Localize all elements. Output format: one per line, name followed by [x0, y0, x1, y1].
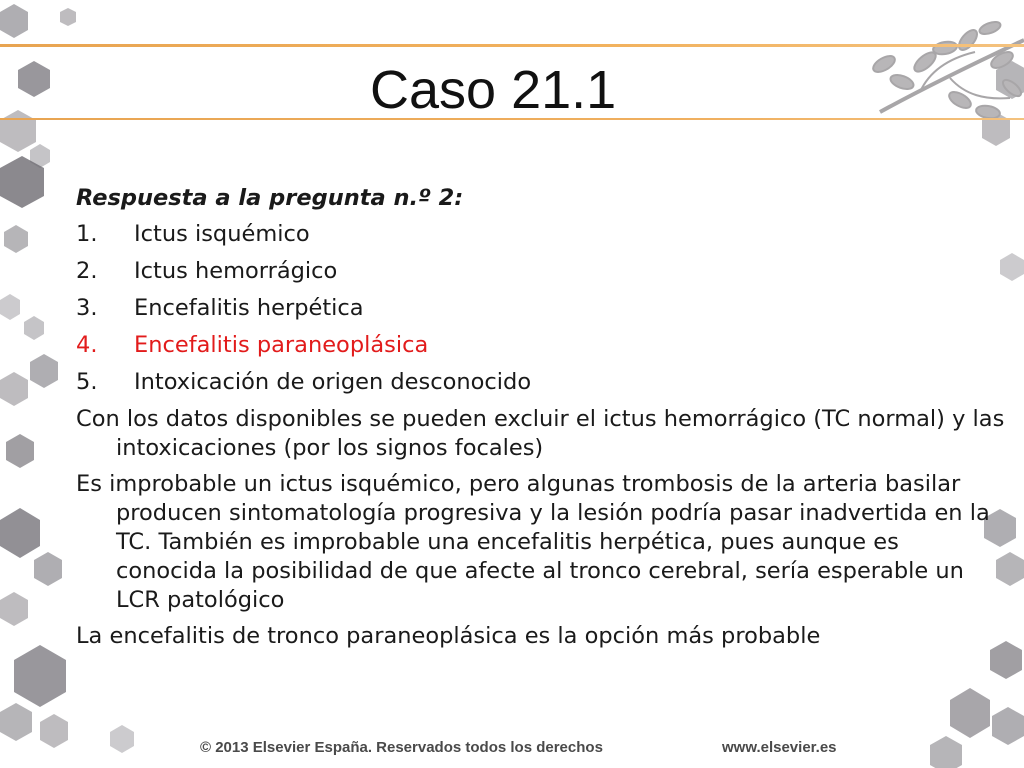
list-item-text: Encefalitis herpética [134, 295, 364, 321]
hexagon-shape [930, 736, 962, 768]
hexagon-shape [0, 372, 28, 406]
paragraph-exclusion: Con los datos disponibles se pueden excluir el ictus hemorrágico (TC normal) y las intoxicaciones (por los signos focales) [76, 406, 1005, 461]
hexagon-shape [6, 434, 34, 468]
hexagon-shape [24, 316, 44, 340]
list-item-text: Ictus isquémico [134, 221, 310, 247]
hexagon-shape [0, 592, 28, 626]
hexagon-shape [4, 225, 28, 253]
hexagon-shape [992, 707, 1024, 745]
hexagon-shape [60, 8, 76, 26]
hexagon-shape [30, 354, 58, 388]
list-item [76, 368, 1006, 397]
question-heading: Respuesta a la pregunta n.º 2: [76, 185, 464, 211]
hexagon-shape [14, 645, 66, 707]
list-item-text: Encefalitis paraneoplásica [134, 332, 429, 358]
list-item [76, 257, 1006, 286]
hexagon-shape [34, 552, 62, 586]
paragraph-conclusion: La encefalitis de tronco paraneoplásica es la opción más probable [76, 623, 821, 649]
list-item-number: 2. [76, 258, 98, 284]
footer-copyright: © 2013 Elsevier España. Reservados todos los derechos [200, 739, 603, 756]
hexagon-shape [0, 703, 32, 741]
list-item-text: Ictus hemorrágico [134, 258, 338, 284]
list-item-text: Intoxicación de origen desconocido [134, 369, 532, 395]
slide-title: Caso 21.1 [370, 60, 617, 120]
list-item [76, 294, 1006, 323]
hexagon-shape [0, 294, 20, 320]
paragraph-improbable: Es improbable un ictus isquémico, pero algunas trombosis de la arteria basilar producen sintomatología progresiva y la lesión podría pasar inadvertida en la TC. También es improbable una encefalitis herpética, pues aunque es conocida la posibilidad de que afecte al tronco cerebral, sería esperable un LCR patológico [76, 471, 990, 613]
list-item-number: 3. [76, 295, 98, 321]
hexagon-shape [0, 4, 28, 38]
hexagon-shape [0, 508, 40, 558]
hexagon-shape [40, 714, 68, 748]
list-item-number: 1. [76, 221, 98, 247]
top-accent-rule [0, 44, 1024, 47]
list-item-highlighted [76, 331, 1006, 360]
hexagon-shape [0, 110, 36, 152]
footer-url[interactable]: www.elsevier.es [722, 739, 837, 756]
hexagon-shape [18, 61, 50, 97]
slide-content [76, 184, 1006, 658]
hexagon-shape [110, 725, 134, 753]
list-item-number: 5. [76, 369, 98, 395]
list-item-number: 4. [76, 332, 98, 358]
answer-list [76, 220, 1006, 397]
list-item [76, 220, 1006, 249]
hexagon-shape [950, 688, 990, 738]
